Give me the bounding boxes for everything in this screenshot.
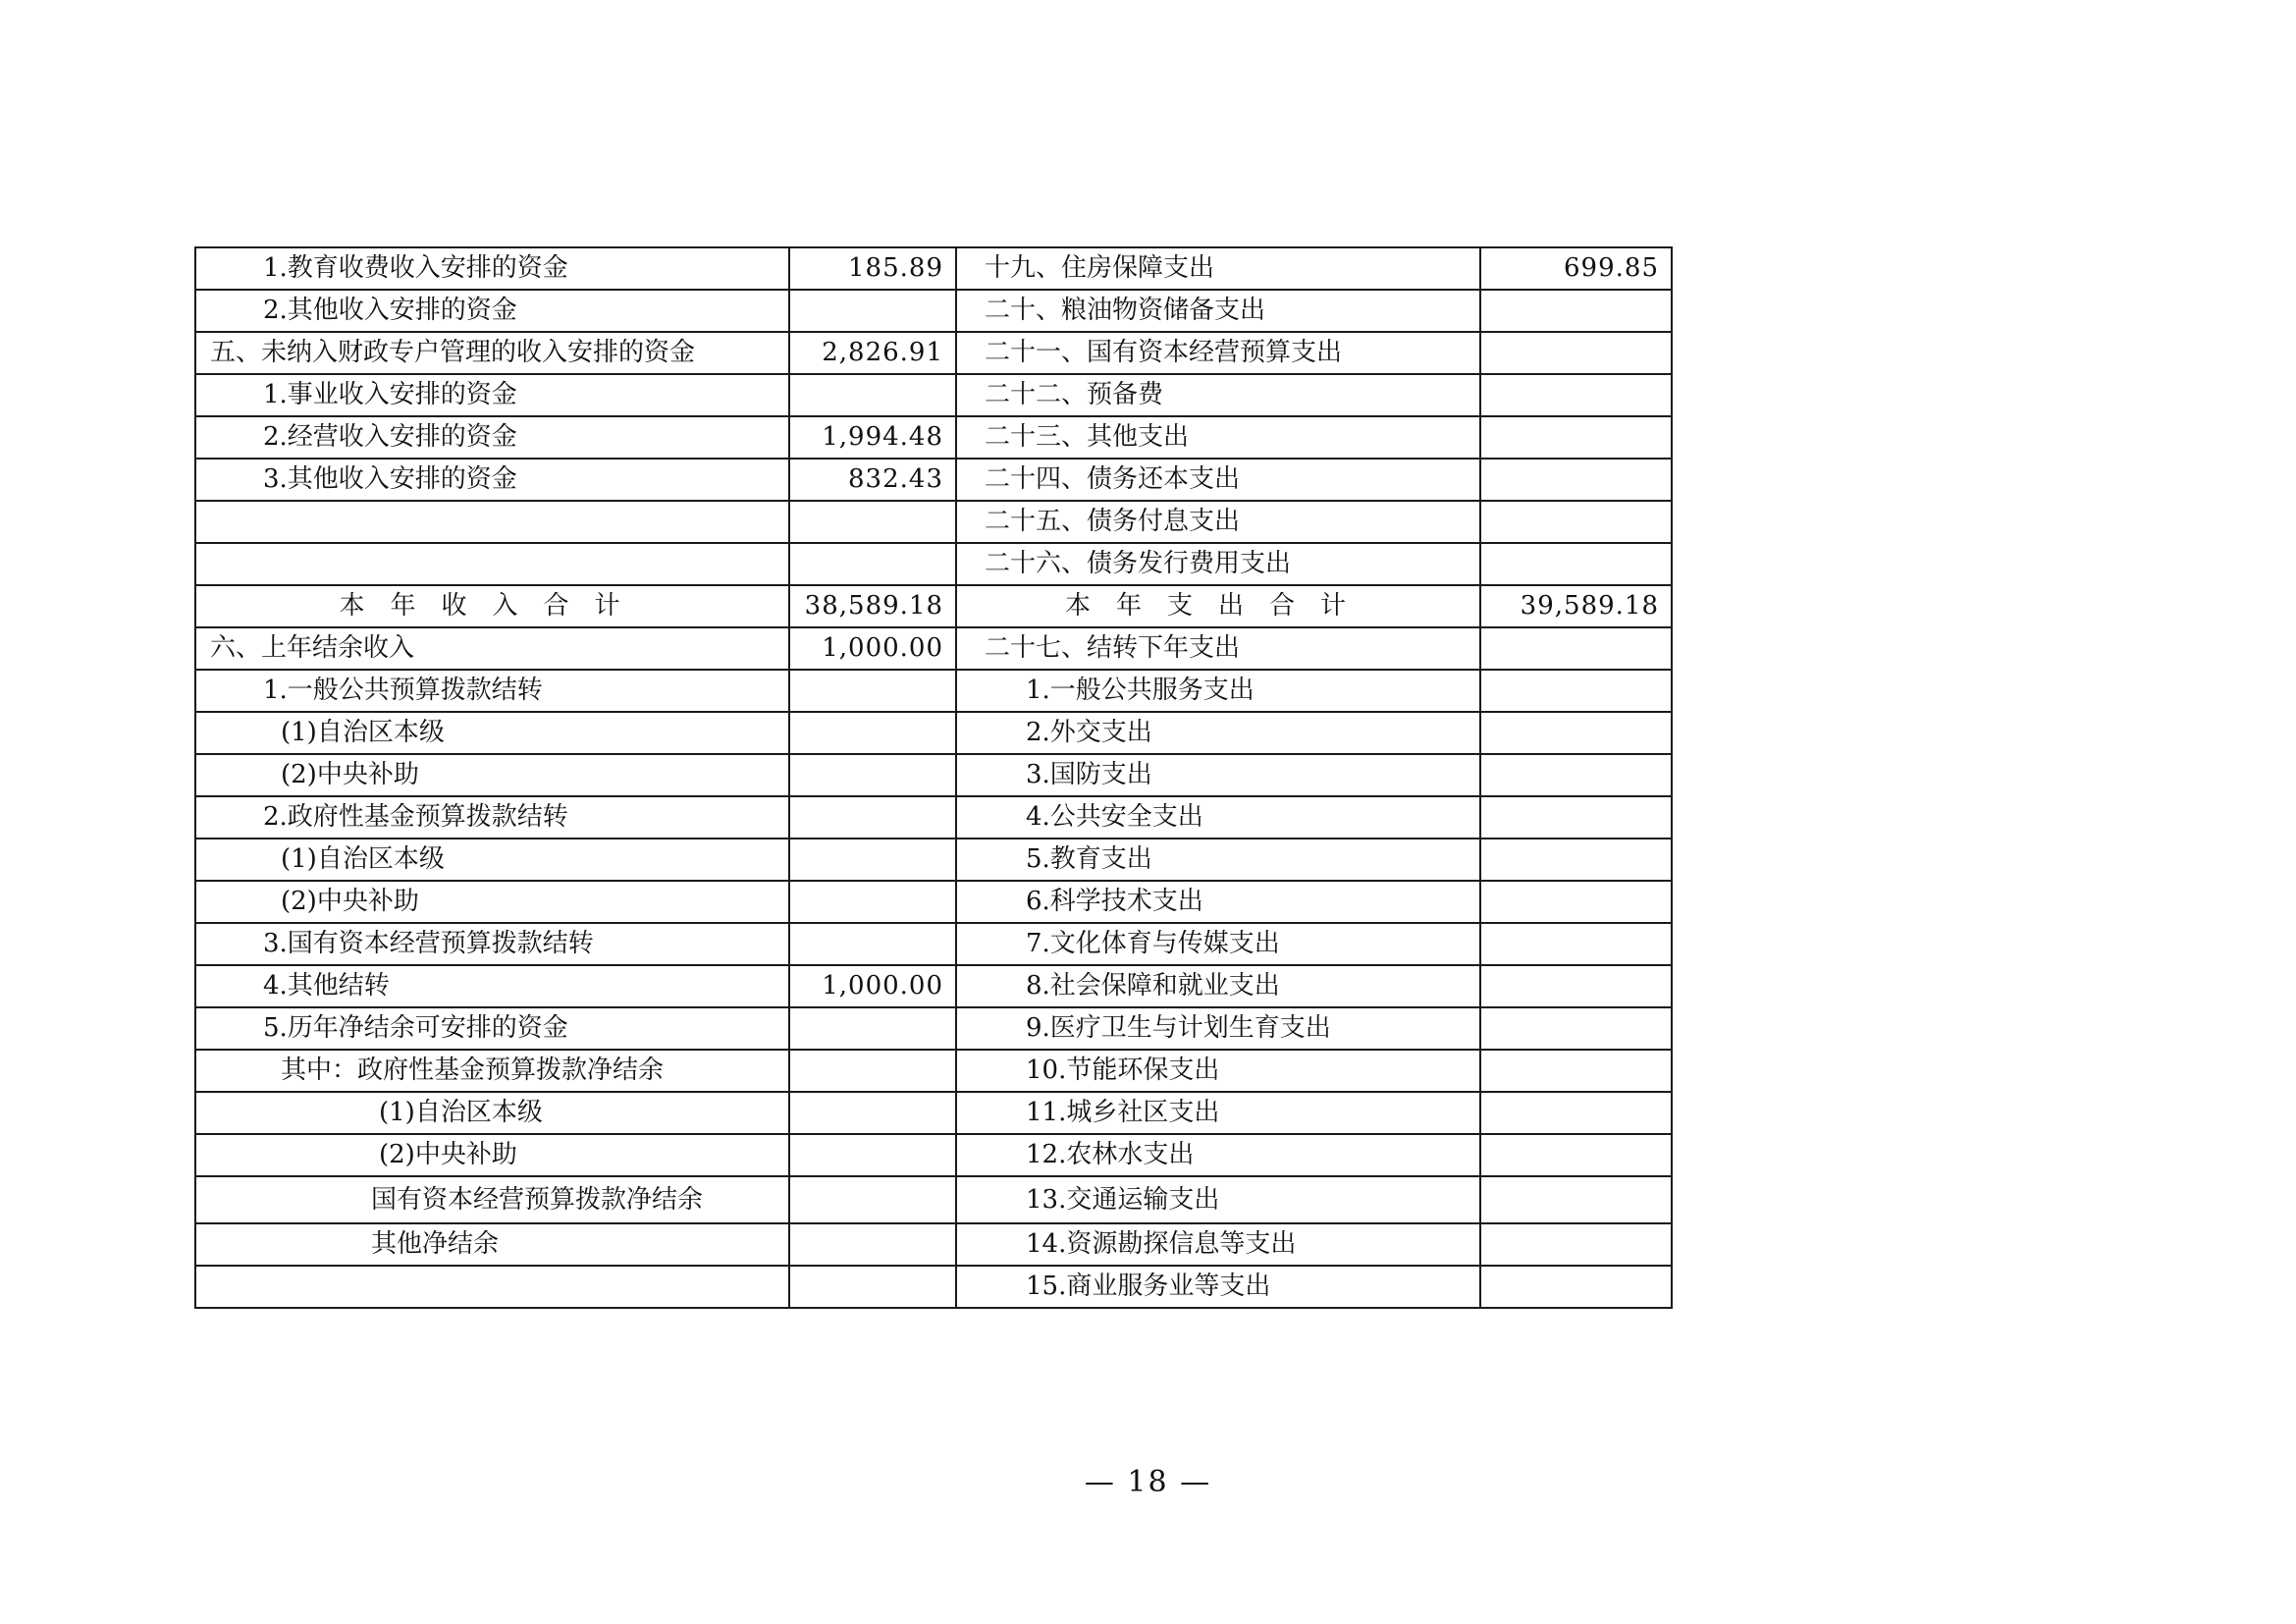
expense-item-value — [1480, 1050, 1672, 1092]
income-item-value — [789, 712, 956, 754]
income-item-value: 2,826.91 — [789, 332, 956, 374]
income-item-label: (1)自治区本级 — [195, 839, 789, 881]
table-row — [195, 923, 1672, 965]
table-row — [195, 627, 1672, 670]
expense-item-value — [1480, 1134, 1672, 1176]
table-row — [195, 332, 1672, 374]
expense-item-value — [1480, 839, 1672, 881]
table-row — [195, 670, 1672, 712]
income-item-label — [195, 501, 789, 543]
income-item-label: (1)自治区本级 — [195, 1092, 789, 1134]
income-item-label — [195, 1266, 789, 1308]
table-row — [195, 247, 1672, 290]
expense-item-value — [1480, 290, 1672, 332]
table-row — [195, 1092, 1672, 1134]
income-item-value — [789, 290, 956, 332]
expense-item-value — [1480, 1092, 1672, 1134]
income-item-value: 1,994.48 — [789, 416, 956, 459]
income-item-value — [789, 1050, 956, 1092]
income-item-label: 2.政府性基金预算拨款结转 — [195, 796, 789, 839]
expense-total-label: 本年支出合计 — [956, 585, 1480, 627]
income-item-value: 1,000.00 — [789, 627, 956, 670]
income-item-value — [789, 1176, 956, 1223]
expense-item-label: 6.科学技术支出 — [956, 881, 1480, 923]
income-item-label: (1)自治区本级 — [195, 712, 789, 754]
table-row — [195, 712, 1672, 754]
budget-table — [194, 246, 1673, 1309]
income-item-value — [789, 796, 956, 839]
income-item-label: 五、未纳入财政专户管理的收入安排的资金 — [195, 332, 789, 374]
expense-item-label: 10.节能环保支出 — [956, 1050, 1480, 1092]
expense-item-value — [1480, 1176, 1672, 1223]
income-item-label: 1.教育收费收入安排的资金 — [195, 247, 789, 290]
income-item-value — [789, 501, 956, 543]
table-row — [195, 1134, 1672, 1176]
income-item-value — [789, 374, 956, 416]
expense-item-value — [1480, 1266, 1672, 1308]
income-item-value: 832.43 — [789, 459, 956, 501]
expense-item-value — [1480, 670, 1672, 712]
income-item-value: 185.89 — [789, 247, 956, 290]
income-total-label: 本年收入合计 — [195, 585, 789, 627]
expense-item-value: 699.85 — [1480, 247, 1672, 290]
expense-item-value — [1480, 796, 1672, 839]
income-item-label: 其他净结余 — [195, 1223, 789, 1266]
table-row — [195, 501, 1672, 543]
table-row — [195, 881, 1672, 923]
table-row — [195, 839, 1672, 881]
income-item-label: 5.历年净结余可安排的资金 — [195, 1007, 789, 1050]
expense-item-label: 4.公共安全支出 — [956, 796, 1480, 839]
expense-item-label: 二十一、国有资本经营预算支出 — [956, 332, 1480, 374]
income-item-value — [789, 1266, 956, 1308]
income-item-label: 2.经营收入安排的资金 — [195, 416, 789, 459]
expense-item-label: 13.交通运输支出 — [956, 1176, 1480, 1223]
income-item-value — [789, 1223, 956, 1266]
income-item-value — [789, 881, 956, 923]
expense-item-label: 二十七、结转下年支出 — [956, 627, 1480, 670]
expense-item-label: 十九、住房保障支出 — [956, 247, 1480, 290]
expense-item-value — [1480, 754, 1672, 796]
expense-item-value — [1480, 1007, 1672, 1050]
table-row — [195, 374, 1672, 416]
expense-item-label: 3.国防支出 — [956, 754, 1480, 796]
expense-item-label: 二十五、债务付息支出 — [956, 501, 1480, 543]
income-item-label: 国有资本经营预算拨款净结余 — [195, 1176, 789, 1223]
income-item-label: 六、上年结余收入 — [195, 627, 789, 670]
expense-item-value — [1480, 881, 1672, 923]
income-item-label: 1.一般公共预算拨款结转 — [195, 670, 789, 712]
table-row — [195, 459, 1672, 501]
table-row — [195, 965, 1672, 1007]
income-item-label: (2)中央补助 — [195, 881, 789, 923]
income-item-value — [789, 543, 956, 585]
income-item-value — [789, 1092, 956, 1134]
income-total-value: 38,589.18 — [789, 585, 956, 627]
expense-item-label: 二十、粮油物资储备支出 — [956, 290, 1480, 332]
table-row — [195, 1266, 1672, 1308]
expense-item-value — [1480, 374, 1672, 416]
income-item-label: 1.事业收入安排的资金 — [195, 374, 789, 416]
table-row — [195, 754, 1672, 796]
income-item-value — [789, 1134, 956, 1176]
expense-item-label: 9.医疗卫生与计划生育支出 — [956, 1007, 1480, 1050]
income-item-value — [789, 754, 956, 796]
income-item-label: (2)中央补助 — [195, 754, 789, 796]
expense-item-value — [1480, 712, 1672, 754]
expense-item-label: 12.农林水支出 — [956, 1134, 1480, 1176]
expense-item-value — [1480, 965, 1672, 1007]
expense-item-value — [1480, 416, 1672, 459]
table-row — [195, 543, 1672, 585]
income-item-value — [789, 923, 956, 965]
expense-item-value — [1480, 627, 1672, 670]
expense-item-label: 二十三、其他支出 — [956, 416, 1480, 459]
expense-item-label: 8.社会保障和就业支出 — [956, 965, 1480, 1007]
income-item-value — [789, 839, 956, 881]
income-item-label: 4.其他结转 — [195, 965, 789, 1007]
expense-item-value — [1480, 1223, 1672, 1266]
expense-item-label: 1.一般公共服务支出 — [956, 670, 1480, 712]
expense-item-label: 二十六、债务发行费用支出 — [956, 543, 1480, 585]
income-item-value — [789, 670, 956, 712]
expense-item-label: 二十四、债务还本支出 — [956, 459, 1480, 501]
income-item-label: 2.其他收入安排的资金 — [195, 290, 789, 332]
table-row — [195, 1223, 1672, 1266]
table-row — [195, 1007, 1672, 1050]
income-item-label: 3.国有资本经营预算拨款结转 — [195, 923, 789, 965]
table-row — [195, 416, 1672, 459]
totals-row — [195, 585, 1672, 627]
expense-item-label: 7.文化体育与传媒支出 — [956, 923, 1480, 965]
expense-item-label: 11.城乡社区支出 — [956, 1092, 1480, 1134]
expense-item-value — [1480, 459, 1672, 501]
table-row — [195, 1050, 1672, 1092]
income-item-value: 1,000.00 — [789, 965, 956, 1007]
table-row — [195, 290, 1672, 332]
expense-total-value: 39,589.18 — [1480, 585, 1672, 627]
table-row — [195, 796, 1672, 839]
page-number: — 18 — — [1084, 1465, 1212, 1499]
income-item-value — [789, 1007, 956, 1050]
expense-item-label: 15.商业服务业等支出 — [956, 1266, 1480, 1308]
expense-item-label: 二十二、预备费 — [956, 374, 1480, 416]
income-item-label — [195, 543, 789, 585]
expense-item-value — [1480, 543, 1672, 585]
income-item-label: 3.其他收入安排的资金 — [195, 459, 789, 501]
expense-item-label: 5.教育支出 — [956, 839, 1480, 881]
expense-item-value — [1480, 923, 1672, 965]
expense-item-value — [1480, 332, 1672, 374]
table-row — [195, 1176, 1672, 1223]
income-item-label: (2)中央补助 — [195, 1134, 789, 1176]
expense-item-value — [1480, 501, 1672, 543]
expense-item-label: 2.外交支出 — [956, 712, 1480, 754]
expense-item-label: 14.资源勘探信息等支出 — [956, 1223, 1480, 1266]
income-item-label: 其中：政府性基金预算拨款净结余 — [195, 1050, 789, 1092]
